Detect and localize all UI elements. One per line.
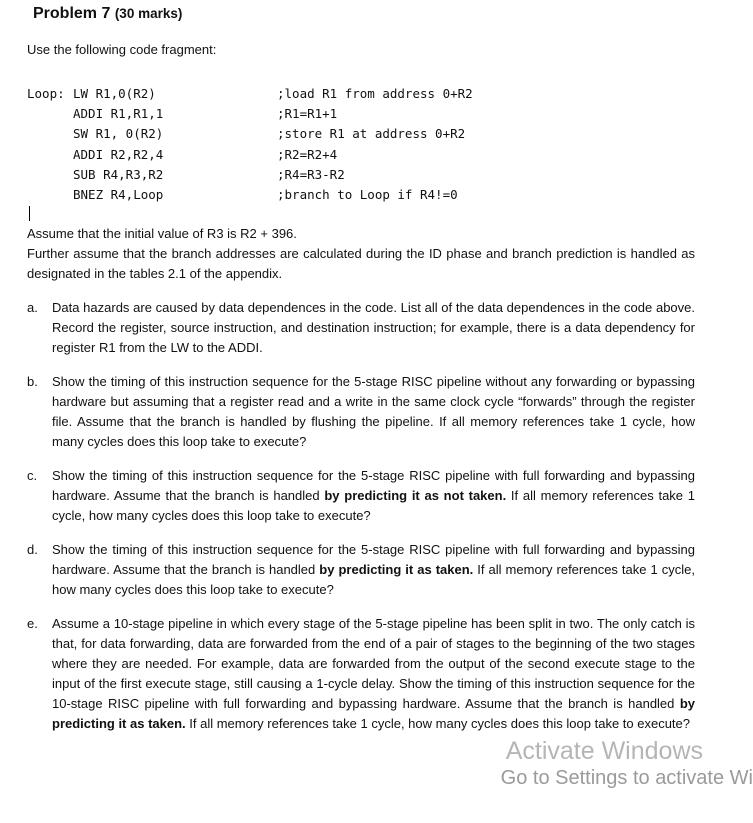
- code-comment: ;R1=R1+1: [277, 106, 338, 122]
- question-text: Show the timing of this instruction sequence for the 5-stage RISC pipeline with full forwarding and bypassing hardware. Assume that the branch is handled: [52, 468, 695, 503]
- question-emphasis: by predicting it as taken.: [52, 696, 695, 731]
- question-text: Data hazards are caused by data dependences in the code. List all of the data dependences in the code above. Record the register, source instruction, and destination instruction; for example, there is a data dependency for register R1 from the LW to the ADDI.: [52, 300, 695, 355]
- code-instruction: SUB R4,R3,R2: [73, 166, 164, 182]
- question-letter: a.: [27, 300, 38, 315]
- question-text: Show the timing of this instruction sequence for the 5-stage RISC pipeline with full forwarding and bypassing hardware. Assume that the branch is handled: [52, 542, 695, 577]
- watermark-activate: Activate Windows: [505, 737, 703, 765]
- code-comment: ;load R1 from address 0+R2: [277, 86, 473, 101]
- problem-body: [27, 224, 753, 796]
- question-item: [27, 466, 695, 526]
- question-body: [52, 466, 695, 526]
- problem-marks: (30 marks): [114, 6, 183, 21]
- activation-watermark: [27, 736, 753, 790]
- question-emphasis: by predicting it as not taken.: [324, 488, 507, 503]
- problem-title: [33, 5, 182, 23]
- assume-text: Assume that the initial value of R3 is R2 + 396.: [27, 226, 297, 241]
- code-comment: ;R4=R3-R2: [277, 166, 345, 182]
- code-instruction: SW R1, 0(R2): [73, 126, 164, 142]
- code-instruction: BNEZ R4,Loop: [73, 186, 164, 202]
- watermark-settings[interactable]: Go to Settings to activate Wi: [500, 767, 753, 789]
- question-letter: c.: [27, 468, 38, 483]
- code-instruction: ADDI R1,R1,1: [73, 106, 164, 122]
- code-comment: ;R2=R2+4: [277, 146, 338, 162]
- text-cursor: [29, 206, 30, 221]
- question-emphasis: by predicting it as taken.: [319, 562, 474, 577]
- question-letter: b.: [27, 374, 38, 389]
- question-text: Show the timing of this instruction sequence for the 5-stage RISC pipeline without any forwarding or bypassing hardware but assuming that a register read and a write in the same clock cycle “forwards” through the register file. Assume that the branch is handled by flushing the pipeline. If all memory references take 1 cycle, how many cycles does this loop take to execute?: [52, 374, 695, 449]
- further-text: Further assume that the branch addresses are calculated during the ID phase and branch prediction is handled as designated in the tables 2.1 of the appendix.: [27, 246, 695, 281]
- question-text: If all memory references take 1 cycle, how many cycles does this loop take to execute?: [52, 562, 695, 597]
- code-comment: ;store R1 at address 0+R2: [277, 126, 466, 142]
- question-letter: e.: [27, 616, 38, 631]
- question-text: If all memory references take 1 cycle, how many cycles does this loop take to execute?: [185, 716, 691, 731]
- question-item: [27, 540, 695, 600]
- question-list: [27, 298, 695, 734]
- question-body: [52, 540, 695, 600]
- question-item: [27, 298, 695, 358]
- question-text: If all memory references take 1 cycle, how many cycles does this loop take to execute?: [52, 488, 695, 523]
- code-label: Loop:: [27, 86, 65, 101]
- question-letter: d.: [27, 542, 38, 557]
- question-body: [52, 298, 695, 358]
- code-instruction: LW R1,0(R2): [73, 86, 156, 101]
- code-instruction: ADDI R2,R2,4: [73, 146, 164, 162]
- intro-text: Use the following code fragment:: [27, 42, 217, 57]
- code-comment: ;branch to Loop if R4!=0: [277, 186, 458, 202]
- question-text: Assume a 10-stage pipeline in which every stage of the 5-stage pipeline has been split in two. The only catch is that, for data forwarding, data are forwarded from the end of a pair of stages to the beginning of the two stages where they are needed. For example, data are forwarded from the output of the second execute stage to the input of the first execute stage, still causing a 1-cycle delay. Show the timing of this instruction sequence for the 10-stage RISC pipeline with full forwarding and bypassing hardware. Assume that the branch is handled: [52, 616, 695, 711]
- question-body: [52, 372, 695, 452]
- problem-title-text: Problem 7: [33, 5, 111, 22]
- question-item: [27, 614, 695, 734]
- question-body: [52, 614, 695, 734]
- question-item: [27, 372, 695, 452]
